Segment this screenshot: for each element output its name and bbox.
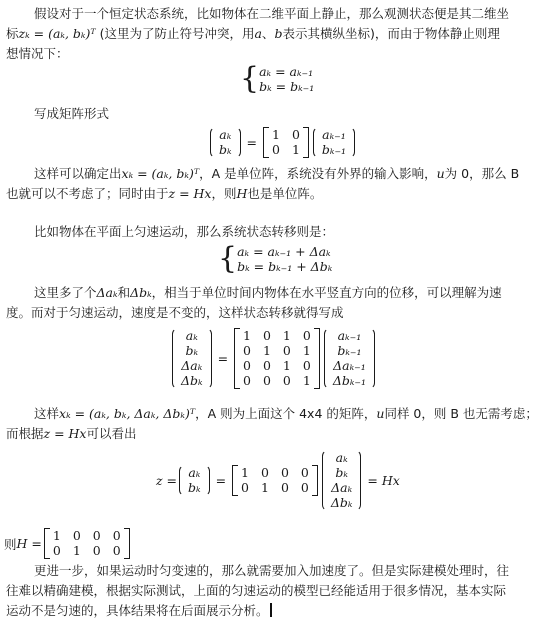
matrix-entry: 1 [302, 373, 311, 388]
matrix-entry: 0 [262, 373, 271, 388]
h-matrix-definition: 则 H = 1 0 0 0 0 1 0 0 [4, 528, 132, 559]
intro-line-1: 假设对于一个恒定状态系统，比如物体在二维平面上静止，那么观测状态便是其二维坐 [34, 6, 510, 21]
vector-entry: aₖ [335, 450, 348, 465]
conclusion-line-2: 往难以精确建模，根据实际测试，上面的匀速运动的模型已经能适用于很多情况，基本实际 [6, 583, 507, 598]
intro-line-2: 标zₖ = (aₖ, bₖ)ᵀ (这里为了防止符号冲突，用a、b表示其横纵坐标)，而由于物体静止则理 [6, 26, 500, 41]
matrix-entry: 1 [302, 343, 311, 358]
matrix-entry: 0 [302, 328, 311, 343]
matrix-entry: 0 [112, 528, 121, 543]
matrix-entry: 0 [243, 373, 251, 388]
vector-entry: bₖ₋₁ [321, 142, 347, 157]
matrix-entry: 0 [291, 127, 300, 142]
zk-definition: zₖ = (aₖ, bₖ)ᵀ [18, 26, 96, 41]
intro-line-3: 想情况下： [6, 46, 69, 61]
uniform-motion-equations: { aₖ = aₖ₋₁ + Δaₖ bₖ = bₖ₋₁ + Δbₖ [218, 241, 333, 276]
velocity-line-1: 这里多了个Δaₖ和Δbₖ，相当于单位时间内物体在水平竖直方向的位移，可以理解为速 [34, 285, 502, 300]
vector-entry: bₖ [219, 142, 232, 157]
vector-entry: Δaₖ [181, 358, 203, 373]
matrix-entry: 0 [271, 142, 280, 157]
matrix-entry: 0 [262, 358, 271, 373]
state-vector-line-1: 这样xₖ = (aₖ, bₖ, Δaₖ, Δbₖ)ᵀ，A 则为上面这个 4x4 的矩阵，u同样 0，则 B 也无需考虑； [34, 406, 538, 421]
vector-entry: aₖ [185, 328, 198, 343]
identity-line-1: 这样可以确定出xₖ = (aₖ, bₖ)ᵀ，A 是单位阵，系统没有外界的输入影响，u为 0，那么 B [34, 166, 520, 181]
vector-entry: Δbₖ [181, 373, 203, 388]
identity-line-2: 也就可以不考虑了；同时由于z = Hx，则H也是单位阵。 [6, 186, 323, 201]
vector-entry: bₖ [188, 480, 201, 495]
vector-entry: bₖ [335, 465, 348, 480]
matrix-entry: 0 [300, 465, 309, 480]
state-vector-line-2: 而根据z = Hx可以看出 [6, 426, 137, 441]
left-brace: { [218, 241, 238, 276]
matrix-entry: 0 [300, 480, 309, 495]
vector-entry: bₖ [185, 343, 199, 358]
matrix-entry: 0 [92, 528, 101, 543]
vector-entry: Δbₖ₋₁ [332, 373, 367, 388]
matrix-entry: 0 [260, 465, 269, 480]
velocity-line-2: 度。而对于匀速运动，速度是不变的，这样状态转移就得写成 [6, 305, 344, 320]
matrix-entry: 0 [52, 543, 61, 558]
vector-entry: Δbₖ [330, 495, 353, 510]
matrix-entry: 0 [241, 480, 249, 495]
matrix-entry: 0 [280, 465, 289, 480]
matrix-entry: 0 [243, 358, 251, 373]
matrix-entry: 0 [112, 543, 121, 558]
matrix-entry: 1 [282, 358, 291, 373]
matrix-entry: 1 [291, 142, 300, 157]
matrix-entry: 1 [262, 343, 271, 358]
observation-equation: z = aₖ bₖ = 1 0 0 0 0 1 0 0 aₖ bₖ Δaₖ Δbₖ = Hx [156, 450, 400, 510]
static-matrix-equation: aₖ bₖ = 1 0 0 1 aₖ₋₁ bₖ₋₁ [208, 127, 357, 158]
matrix-entry: 0 [92, 543, 101, 558]
vector-entry: aₖ₋₁ [322, 127, 346, 142]
vector-entry: bₖ₋₁ [337, 343, 362, 358]
vector-entry: aₖ₋₁ [337, 328, 362, 343]
matrix-entry: 1 [72, 543, 81, 558]
matrix-entry: 0 [282, 373, 291, 388]
matrix-entry: 0 [262, 328, 271, 343]
matrix-entry: 0 [72, 528, 81, 543]
vector-entry: aₖ [188, 465, 201, 480]
matrix-entry: 1 [271, 127, 280, 142]
static-state-equations: { aₖ = aₖ₋₁ bₖ = bₖ₋₁ [240, 61, 315, 96]
matrix-entry: 0 [282, 343, 291, 358]
uniform-motion-intro: 比如物体在平面上匀速运动，那么系统状态转移则是： [34, 224, 335, 239]
matrix-entry: 1 [52, 528, 61, 543]
conclusion-line-3: 运动不是匀速的，具体结果将在后面展示分析。 [6, 601, 546, 621]
uniform-motion-matrix-equation: aₖ bₖ Δaₖ Δbₖ = 1 0 1 0 0 1 0 1 0 0 1 0 0 0 0 1 aₖ₋₁ bₖ₋₁ Δaₖ₋₁ Δbₖ₋₁ [170, 328, 377, 389]
vector-entry: Δaₖ [331, 480, 353, 495]
matrix-entry: 0 [302, 358, 311, 373]
conclusion-line-1: 更进一步，如果运动时匀变速的，那么就需要加入加速度了。但是实际建模处理时，往 [34, 563, 510, 578]
text-cursor[interactable] [270, 603, 272, 617]
matrix-entry: 1 [241, 465, 249, 480]
vector-entry: Δaₖ₋₁ [333, 358, 366, 373]
matrix-entry: 0 [243, 343, 251, 358]
matrix-entry: 1 [282, 328, 291, 343]
matrix-entry: 1 [243, 328, 251, 343]
left-brace: { [240, 61, 260, 96]
matrix-entry: 0 [280, 480, 289, 495]
matrix-entry: 1 [260, 480, 269, 495]
vector-entry: aₖ [219, 127, 232, 142]
matrix-form-label: 写成矩阵形式 [34, 106, 110, 121]
